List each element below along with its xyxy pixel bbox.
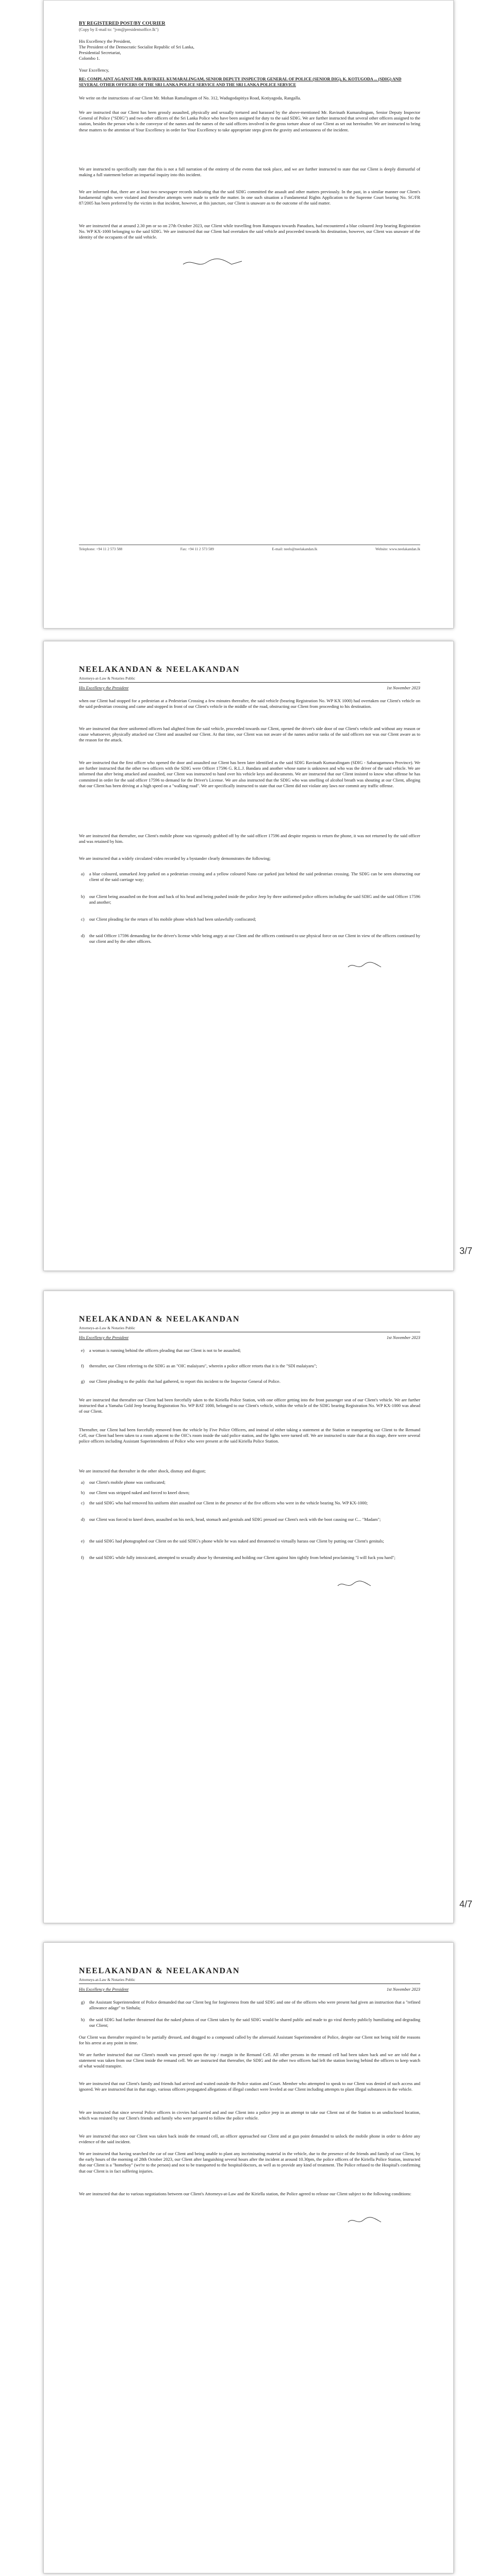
recipient-address — [79, 39, 194, 61]
list-item: c) our Client pleading for the return of his mobile phone which had been unlawfully confiscated; — [81, 917, 256, 922]
handwritten-initial-icon — [337, 1580, 373, 1590]
address-line: Colombo 1. — [79, 56, 100, 61]
firm-name: NEELAKANDAN & NEELAKANDAN — [79, 665, 240, 674]
paragraph: We are instructed that thereafter, our Client's mobile phone was vigorously grabbed off by the said officer 17596 and despite requests to return the phone, it was not returned by the said officer and was retained by him. — [79, 833, 420, 844]
list-item: f) thereafter, our Client referring to the SDIG as an "OIC malaiyaru", wherein a police officer retorts that it is the "SDI malaiyaru"; — [81, 1363, 317, 1368]
paragraph: We are instructed that due to various negotiations between our Client's Attorneys-at-Law and the Kiriella station, the Police agreed to release our Client subject to the following conditions: — [79, 2191, 411, 2196]
page-2 — [43, 641, 454, 1271]
paragraph: We write on the instructions of our Client Mr. Mohan Ramalingam of No. 312, Wadugodapitiya Road, Kotiyagoda, Rangalla. — [79, 95, 301, 100]
list-item: d) the said Officer 17596 demanding for the driver's license while being angry at our Client and the officers continued to use physical force on our Client in view of the officers continued by our client and by the other officers. — [81, 933, 420, 944]
letter-date: 1st November 2023 — [386, 1335, 420, 1340]
list-item: a) our Client's mobile phone was confiscated; — [81, 1480, 166, 1485]
paragraph: We are instructed that once our Client was taken back inside the remand cell, an officer approached our Client and at gun point demanded to unlock the mobile phone in order to delete any evidence of the said incident. — [79, 2133, 420, 2145]
paragraph: We are instructed that thereafter in the other shock, dismay and disgust; — [79, 1468, 206, 1473]
paragraph: We are informed that, there are at least two newspaper records indicating that the said SDIG committed the assault and other matters previously. In the past, in a similar manner our Client's fundamental rights were violated and thereafter attempts were made to settle the matter. In one such situation a Fundamental Rights Application to the Supreme Court bearing No. SC/FR 87/2005 has been preferred by the victim in that incident, however, at this juncture, our Client is unaware as to the outcome of the said matter. — [79, 189, 420, 206]
address-line: Presidential Secretariat, — [79, 50, 121, 55]
letter-date: 1st November 2023 — [386, 1987, 420, 1992]
footer-fax: Fax: +94 11 2 573 589 — [180, 547, 214, 551]
delivery-method: BY REGISTERED POST/BY COURIER — [79, 21, 166, 26]
paragraph: We are instructed that our Client's family and friends had arrived and waited outside the Police station and Court. Member who attempted to speak to our Client was denied of such access and ignored. We are instructed that in that stage, various officers propagated allegations of illegal conduct were leveled at our Client including attempts to plant illegal substances in the vehicle. — [79, 2081, 420, 2092]
paragraph: We are instructed to specifically state that this is not a full narration of the entirety of the events that took place, and we are further instructed to state that our Client is deeply distrustful of making a full statement before an impartial inquiry into this incident. — [79, 166, 420, 178]
paragraph: Our Client was thereafter required to be partially dressed, and dragged to a compound called by the aforesaid Assistant Superintendent of Police, despite our Client not being told the reasons for his arrest at any point in time. — [79, 2035, 420, 2046]
address-line: The President of the Democratic Socialist Republic of Sri Lanka, — [79, 44, 194, 49]
paragraph: We are instructed that since several Police officers in civvies had carried and and our Client into a police jeep in an attempt to take our Client out of the Station to an undisclosed location, which was resisted by our Client's friends and family who were prepared to follow the police vehicle. — [79, 2110, 420, 2121]
firm-name: NEELAKANDAN & NEELAKANDAN — [79, 1315, 240, 1324]
list-item: a) a blue coloured, unmarked Jeep parked on a pedestrian crossing and a yellow coloured Nano car parked just behind the said pedestrian crossing. The SDIG can be seen obstructing our client of the said carriage way; — [81, 871, 420, 883]
paragraph: We are further instructed that our Client's mouth was pressed upon the top / margin in the Remand Cell. All other persons in the remand cell had been taken back and we are told that a statement was taken from our Client inside the remand cell. We are instructed that thereafter, the SDIG and the other two officers had left the station leaving behind the officers to keep watch of what would transpire. — [79, 2052, 420, 2069]
page-1 — [43, 0, 454, 629]
paragraph: We are instructed that three uniformed officers had alighted from the said vehicle, proceeded towards our Client, opened the driver's side door of our Client's vehicle and without any reason or cause whatsoever, physically attacked our Client and assaulted our Client. At that time, our Client was not aware of the names and/or ranks of the said officers nor was our Client aware as to the reason for the attack. — [79, 726, 420, 743]
footer-email[interactable]: E-mail: neels@neelakandan.lk — [272, 547, 318, 551]
firm-subtitle: Attorneys-at-Law & Notaries Public — [79, 1326, 136, 1330]
address-line: His Excellency the President, — [79, 39, 131, 44]
handwritten-initial-icon — [347, 961, 383, 971]
salutation: Your Excellency, — [79, 67, 109, 73]
page-3 — [43, 1291, 454, 1923]
paragraph: We are instructed that having searched the car of our Client and being unable to plant any incriminating material in the vehicle, due to the presence of the friends and family of our Client, by the early hours of the morning of 28th October 2023, our Client after languishing several hours after the incident at around 10.30pm, the police officers of the Kiriella Police Station, instructed that our Client is a "homeboy" (we're to the person) and not to be transported to the hospital/doctors, as well as to provide any kind of treatment. The Police refused to the Hospital's confirming that our Client is in fact suffering injuries. — [79, 2151, 420, 2174]
addressee-line: His Excellency the President — [79, 1987, 129, 1992]
paragraph: We are instructed that our Client has been grossly assaulted, physically and sexually tortured and harassed by the above-mentioned Mr. Ravinath Kumaralingam, Senior Deputy Inspector General of Police ("SDIG") and two other officers of the Sri Lanka Police who have been assigned for duty to the said SDIG. We are further instructed that several other officers assigned to the station, besides the person who is the conveyor of the names and the names of the said officers involved in the gross torture abuse of our Client as set out hereinafter. We are instructed to bring these matters to the attention of Your Excellency in order for Your Excellency to take appropriate steps given the gravity and seriousness of the incident. — [79, 110, 420, 132]
copy-note: (Copy by E-mail to: "jvm@presidentsoffice.lk") — [79, 27, 159, 32]
paragraph: We are instructed that the first officer who opened the door and assaulted our Client has been later identified as the said SDIG Ravinath Kumaralingam (SDIG - Sabaragamuwa Province). We are further instructed that the other two officers with the SDIG were Officer 17596 G. R.L.J. Bandara and another whose name is unknown and who was the driver of the said vehicle. We are informed that after being attacked and assaulted, our Client was instructed to hand over his vehicle keys and documents. We are instructed that our Client insisted to know what offense he has committed in order for the said officer 17596 to demand for the Driver's License. We are also instructed that the SDIG who was smelling of alcohol breath was shouting at our Client, alleging that our Client has been driving at a high speed on a "walking road". We are specifically instructed to state that our Client did not violate any laws nor commit any traffic offense. — [79, 760, 420, 788]
letter-date: 1st November 2023 — [386, 686, 420, 690]
list-item: c) the said SDIG who had removed his uniform shirt assaulted our Client in the presence of the five officers who were in the vehicle bearing No. WP KX-1000; — [81, 1500, 368, 1505]
page-4 — [43, 1942, 454, 2573]
addressee-line: His Excellency the President — [79, 686, 129, 690]
list-item: b) our Client being assaulted on the front and back of his head and being pushed inside the police Jeep by three uniformed police officers including the said SDIG and the said Officer 17596 and another; — [81, 894, 420, 905]
firm-subtitle: Attorneys-at-Law & Notaries Public — [79, 676, 136, 681]
paragraph: Thereafter, our Client had been forcefully removed from the vehicle by Five Police Officers, and instead of either taking a statement at the Station or transporting our Client to the Remand Cell, our Client had been taken to a room adjacent to the OIC's room inside the said police station, and the lights were turned off. We are instructed to state that at this stage, there were several police officers including Assistant Superintendents of Police who were present at the said Kiriella Police Station. — [79, 1427, 420, 1444]
page-number: 4/7 — [459, 1899, 472, 1909]
list-item: d) our Client was forced to kneel down, assaulted on his neck, head, stomach and genitals and SDIG pressed our Client's neck with the boot causing our C... "Madam"; — [81, 1517, 381, 1522]
footer-telephone: Telephone: +94 11 2 573 588 — [79, 547, 123, 551]
page-number: 3/7 — [459, 1246, 472, 1256]
list-item: g) the Assistant Superintendent of Police demanded that our Client beg for forgiveness from the said SDIG and one of the officers who were present had given an instruction that a "refined allowance adage" to Sinhala; — [81, 1999, 420, 2011]
paragraph: We are instructed that a widely circulated video recorded by a bystander clearly demonstrates the following; — [79, 856, 271, 861]
paragraph: We are instructed that thereafter our Client had been forcefully taken to the Kiriella Police Station, with one officer getting into the front passenger seat of our Client's vehicle. We are further instructed that a Yamaha Gold Jeep bearing Registration No. WP BAT 1000, belonged to our Client's vehicle, within the vehicle of the SDIG bearing Registration No. WP KX-1000 was ahead of our Client. — [79, 1397, 420, 1414]
list-item: e) a woman is running behind the officers pleading that our Client is not to be assaulted; — [81, 1348, 241, 1353]
list-item: f) the said SDIG while fully intoxicated, attempted to sexually abuse by threatening and holding our Client against him tightly from behind proclaiming "I will fuck you hard"; — [81, 1555, 395, 1560]
letterhead-divider — [79, 682, 420, 683]
list-item: h) the said SDIG had further threatened that the naked photos of our Client taken by the said SDIG would be shared public and made to go viral thereby publicly humiliating and degrading our Client; — [81, 2017, 420, 2028]
firm-subtitle: Attorneys-at-Law & Notaries Public — [79, 1977, 136, 1982]
firm-name: NEELAKANDAN & NEELAKANDAN — [79, 1967, 240, 1975]
list-item: g) our Client pleading to the public that had gathered, to report this incident to the Inspector General of Police. — [81, 1379, 280, 1384]
letter-subject: RE: COMPLAINT AGAINST MR. RAVIKEEL KUMARALINGAM, SENIOR DEPUTY INSPECTOR GENERAL OF POLICE (SENIOR DIG), K. KOTUGODA ... (SDIG) AND SEVERAL OTHER OFFICERS OF THE SRI LANKA POLICE SERVICE AND THE SRI LANKA POLICE SERVICE — [79, 77, 402, 87]
handwritten-initial-icon — [347, 2216, 383, 2226]
list-item: b) our Client was stripped naked and forced to kneel down; — [81, 1490, 190, 1495]
paragraph: We are instructed that at around 2.30 pm or so on 27th October 2023, our Client while travelling from Ratnapura towards Panadura, had encountered a blue coloured Jeep bearing Registration No. WP KX-1000 belonging to the said SDIG. We are instructed that our Client had overtaken the said vehicle and proceeded towards his destination, however, our Client was unaware of the identity of the occupants of the said vehicle. — [79, 223, 420, 240]
footer-website[interactable]: Website: www.neelakandan.lk — [375, 547, 420, 551]
addressee-line: His Excellency the President — [79, 1335, 129, 1340]
handwritten-initial-icon — [182, 257, 244, 268]
letterhead-footer — [79, 545, 420, 551]
list-item: e) the said SDIG had photographed our Client on the said SDIG's phone while he was naked and threatened to virtually harass our Client by putting our Client's genitals; — [81, 1538, 384, 1544]
paragraph: when our Client had stopped for a pedestrian at a Pedestrian Crossing a few minutes thereafter, the said vehicle (bearing Registration No. WP KX 1000) had overtaken our Client's vehicle on the said pedestrian crossing and came and stopped in front of our Client's vehicle in the middle of the road, obstructing our Client from proceeding to his destination. — [79, 698, 420, 709]
